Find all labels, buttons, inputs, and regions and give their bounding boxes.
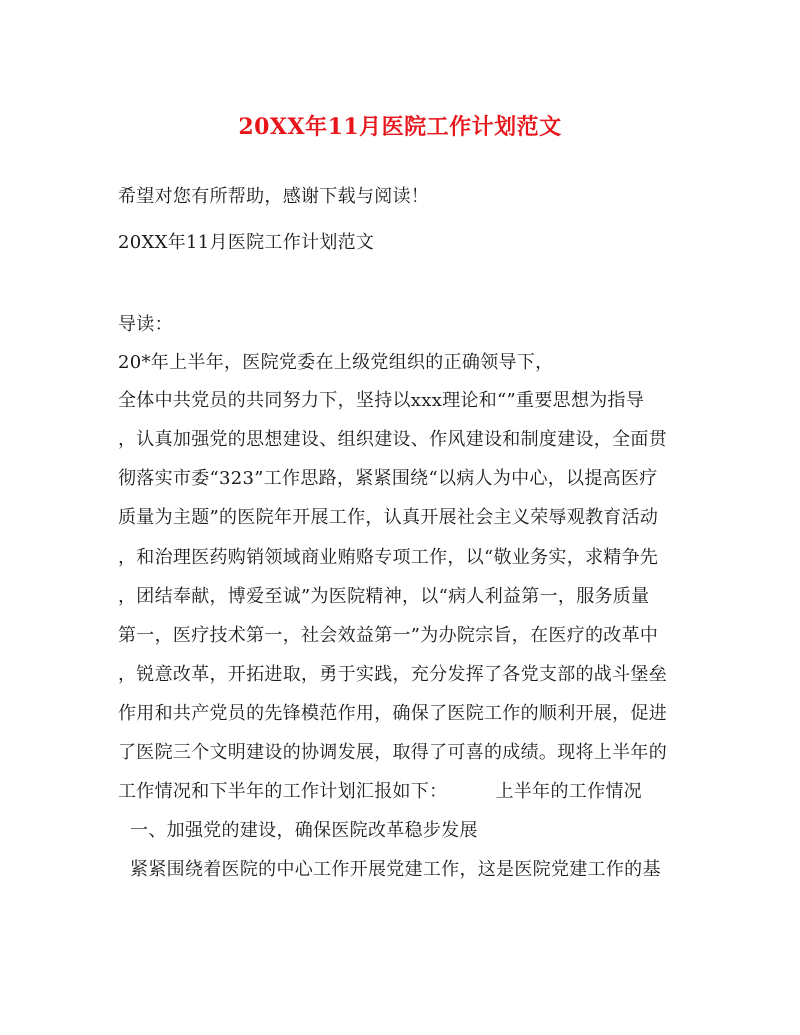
guide-heading: 导读：	[118, 314, 173, 335]
paragraph-line: ，和治理医药购销领域商业贿赂专项工作，以“敬业务实，求精争先	[118, 547, 659, 568]
paragraph-line: ，认真加强党的思想建设、组织建设、作风建设和制度建设，全面贯	[118, 429, 667, 450]
intro-line: 希望对您有所帮助，感谢下载与阅读！	[118, 186, 430, 207]
paragraph-line: 作用和共产党员的先锋模范作用，确保了医院工作的顺利开展，促进	[118, 703, 667, 724]
section-heading: 一、加强党的建设，确保医院改革稳步发展	[118, 820, 478, 841]
paragraph-line: 20*年上半年，医院党委在上级党组织的正确领导下，	[118, 352, 554, 373]
paragraph-line: 第一，医疗技术第一，社会效益第一”为办院宗旨，在医疗的改革中	[118, 625, 659, 646]
paragraph-line: ，锐意改革，开拓进取，勇于实践，充分发挥了各党支部的战斗堡垒	[118, 664, 667, 685]
paragraph-line: 紧紧围绕着医院的中心工作开展党建工作，这是医院党建工作的基	[118, 859, 661, 880]
paragraph-line: ，团结奉献，博爱至诚”为医院精神，以“病人利益第一，服务质量	[118, 586, 650, 607]
paragraph-line: 质量为主题”的医院年开展工作，认真开展社会主义荣辱观教育活动	[118, 507, 659, 528]
paragraph-line: 彻落实市委“323”工作思路，紧紧围绕“以病人为中心，以提高医疗	[118, 468, 658, 489]
paragraph-line: 工作情况和下半年的工作计划汇报如下： 上半年的工作情况	[118, 781, 642, 802]
document-title: 20XX年11月医院工作计划范文	[238, 114, 562, 140]
paragraph-line: 了医院三个文明建设的协调发展，取得了可喜的成绩。现将上半年的	[118, 742, 667, 763]
subtitle-line: 20XX年11月医院工作计划范文	[118, 232, 375, 253]
paragraph-line: 全体中共党员的共同努力下，坚持以xxx理论和“”重要思想为指导	[118, 390, 645, 411]
